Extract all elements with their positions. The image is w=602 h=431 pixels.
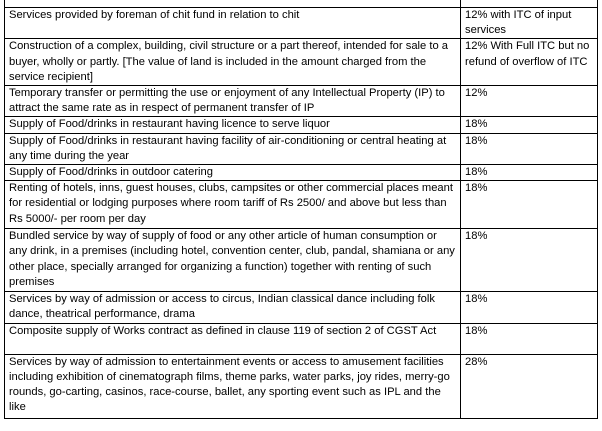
table-row: [5, 229, 598, 292]
description-text: Construction of a complex, building, civil structure or a part thereof, intended for sale to a buyer, wholly or partly. [The value of land is included in the amount charged from the service recipient]: [9, 40, 449, 83]
description-cell: [5, 117, 461, 133]
rate-text: 12% with ITC of input services: [465, 9, 572, 37]
description-text: Composite supply of Works contract as defined in clause 119 of section 2 of CGST Act: [9, 324, 437, 337]
rate-cell: [461, 181, 598, 229]
rate-text: 12%: [465, 87, 488, 100]
table-row: [5, 354, 598, 418]
rate-text: 28%: [465, 355, 488, 368]
table-row: [5, 8, 598, 39]
rate-cell: [461, 8, 598, 39]
description-cell: [5, 133, 461, 164]
table-row: [5, 181, 598, 229]
table-row: [5, 86, 598, 117]
description-cell: [5, 354, 461, 418]
description-text: Services by way of admission or access to circus, Indian classical dance including folk dance, theatrical performance, drama: [9, 293, 435, 321]
description-cell: [5, 8, 461, 39]
rate-cell: [461, 229, 598, 292]
description-text: Services by way of admission to entertainment events or access to amusement facilities including exhibition of cinematograph films, theme parks, water parks, joy rides, merry-go rounds, go-carting, casinos, race-course, ballet, any sporting event such as IPL and the like: [9, 355, 450, 414]
rate-cell: [461, 292, 598, 323]
rate-cell: [461, 86, 598, 117]
rate-cell: [461, 0, 598, 8]
rate-text: 18%: [465, 166, 488, 179]
description-text: Services provided by foreman of chit fund in relation to chit: [9, 9, 300, 21]
description-cell: [5, 86, 461, 117]
description-cell: [5, 0, 461, 8]
description-cell: [5, 39, 461, 86]
table-row: [5, 0, 598, 8]
rate-text: 18%: [465, 230, 488, 243]
rate-cell: [461, 133, 598, 164]
rate-text: 12% With Full ITC but no refund of overflow of ITC: [465, 40, 590, 68]
description-text: Renting of hotels, inns, guest houses, clubs, campsites or other commercial places meant for residential or lodging purposes where room tariff of Rs 2500/ and above but less than Rs 5000/- per room per day: [9, 182, 453, 225]
description-cell: [5, 165, 461, 181]
rate-cell: [461, 39, 598, 86]
description-cell: [5, 323, 461, 354]
rate-text: 18%: [465, 324, 488, 337]
description-text: Bundled service by way of supply of food or any other article of human consumption or any drink, in a premises (including hotel, convention center, club, pandal, shamiana or any other place, specially arranged for organizing a function) together with renting of such premises: [9, 230, 455, 288]
table-row: [5, 323, 598, 354]
rate-text: 18%: [465, 182, 488, 195]
table-row: [5, 117, 598, 133]
table-row: [5, 133, 598, 164]
description-cell: [5, 181, 461, 229]
table-row: [5, 165, 598, 181]
description-text: Temporary transfer or permitting the use or enjoyment of any Intellectual Property (IP) to attract the same rate as in respect of permanent transfer of IP: [9, 87, 445, 115]
description-text: Supply of Food/drinks in outdoor catering: [9, 166, 213, 179]
description-text: Supply of Food/drinks in restaurant having licence to serve liquor: [9, 118, 330, 131]
rate-text: 18%: [465, 293, 488, 306]
rate-cell: [461, 117, 598, 133]
description-text: Supply of Food/drinks in restaurant having facility of air-conditioning or central heating at any time during the year: [9, 134, 447, 162]
description-cell: [5, 292, 461, 323]
rate-cell: [461, 165, 598, 181]
table-row: [5, 39, 598, 86]
gst-rate-table: [4, 0, 598, 419]
table-row: [5, 292, 598, 323]
description-cell: [5, 229, 461, 292]
rate-cell: [461, 323, 598, 354]
rate-text: 18%: [465, 134, 488, 147]
rate-text: 18%: [465, 118, 488, 131]
rate-cell: [461, 354, 598, 418]
